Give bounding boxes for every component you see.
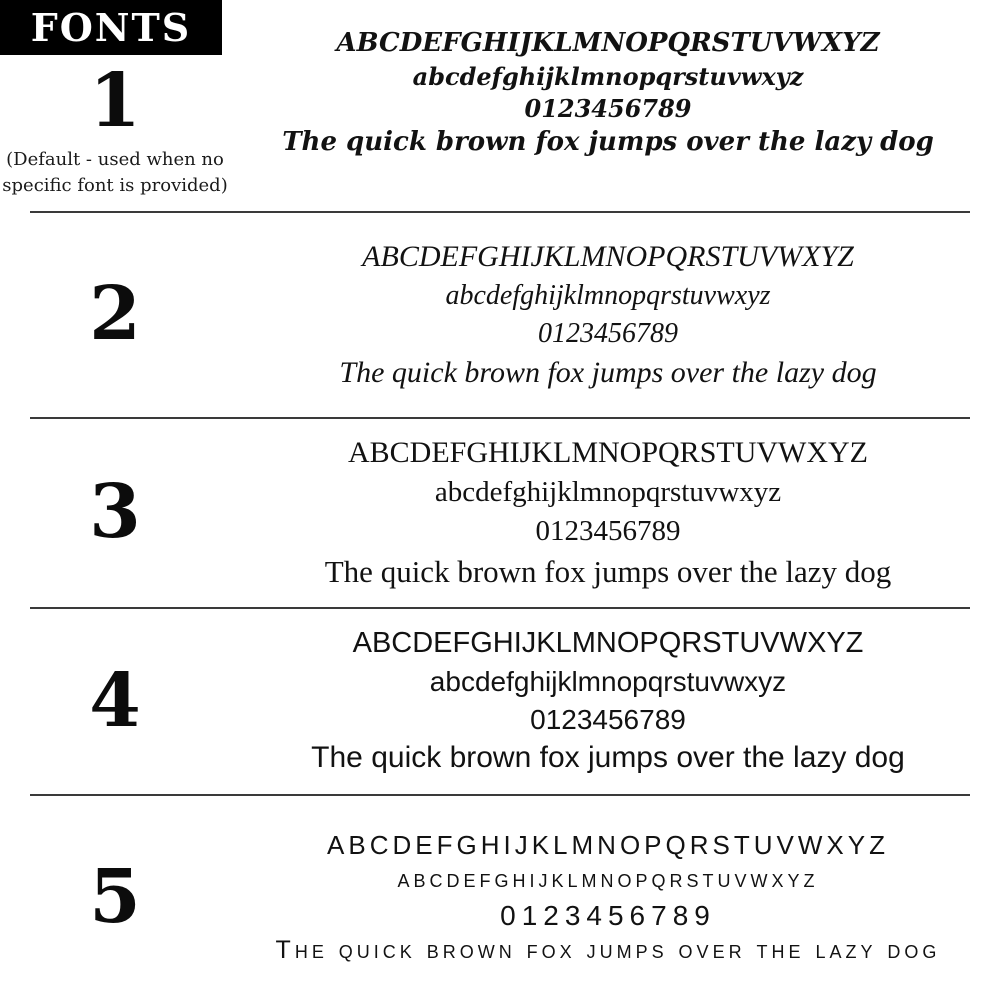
font-3-pangram-sample: The quick brown fox jumps over the lazy dog	[324, 554, 892, 590]
page-title-banner	[0, 0, 222, 55]
font-2-pangram-sample: The quick brown fox jumps over the lazy dog	[339, 355, 877, 389]
font-4-samples	[230, 609, 1000, 794]
font-4-digits-sample: 0123456789	[530, 703, 686, 735]
font-3-samples	[230, 419, 1000, 607]
page-title: FONTS	[30, 5, 192, 50]
font-5-uppercase-sample: ABCDEFGHIJKLMNOPQRSTUVWXYZ	[327, 830, 889, 861]
font-2-lowercase-sample: abcdefghijklmnopqrstuvwxyz	[445, 280, 771, 312]
font-5-pangram-sample: The quick brown fox jumps over the lazy dog	[275, 936, 941, 965]
font-number-2: 2	[89, 271, 141, 358]
font-row-5	[0, 796, 1000, 1000]
font-row-3-left	[0, 419, 230, 607]
font-2-uppercase-sample: ABCDEFGHIJKLMNOPQRSTUVWXYZ	[362, 240, 854, 274]
font-row-1	[0, 0, 1000, 211]
font-2-samples	[230, 213, 1000, 417]
font-row-2-left	[0, 213, 230, 417]
font-1-lowercase-sample: abcdefghijklmnopqrstuvwxyz	[412, 61, 804, 91]
font-row-3	[0, 419, 1000, 607]
font-1-pangram-sample: The quick brown fox jumps over the lazy dog	[282, 127, 934, 158]
default-font-note: (Default - used when no specific font is provided)	[2, 148, 228, 196]
font-row-4-left	[0, 609, 230, 794]
font-2-digits-sample: 0123456789	[538, 318, 678, 349]
font-number-3: 3	[89, 469, 141, 556]
font-1-samples	[230, 0, 1000, 211]
font-1-digits-sample: 0123456789	[524, 93, 692, 123]
font-3-lowercase-sample: abcdefghijklmnopqrstuvwxyz	[434, 476, 782, 509]
font-row-1-left	[0, 0, 230, 211]
font-5-samples	[230, 796, 1000, 1000]
font-5-digits-sample: 0123456789	[500, 899, 716, 931]
font-4-lowercase-sample: abcdefghijklmnopqrstuvwxyz	[429, 666, 787, 698]
font-number-4: 4	[89, 657, 141, 744]
font-number-5: 5	[89, 854, 141, 941]
font-4-uppercase-sample: ABCDEFGHIJKLMNOPQRSTUVWXYZ	[352, 627, 864, 660]
font-1-uppercase-sample: ABCDEFGHIJKLMNOPQRSTUVWXYZ	[336, 28, 880, 58]
font-row-4	[0, 609, 1000, 794]
font-row-2	[0, 213, 1000, 417]
font-number-1: 1	[89, 58, 141, 144]
font-3-digits-sample: 0123456789	[535, 515, 681, 548]
font-row-5-left	[0, 796, 230, 1000]
font-5-lowercase-sample: abcdefghijklmnopqrstuvwxyz	[397, 865, 819, 894]
font-3-uppercase-sample: ABCDEFGHIJKLMNOPQRSTUVWXYZ	[347, 436, 869, 470]
font-4-pangram-sample: The quick brown fox jumps over the lazy dog	[311, 741, 905, 775]
